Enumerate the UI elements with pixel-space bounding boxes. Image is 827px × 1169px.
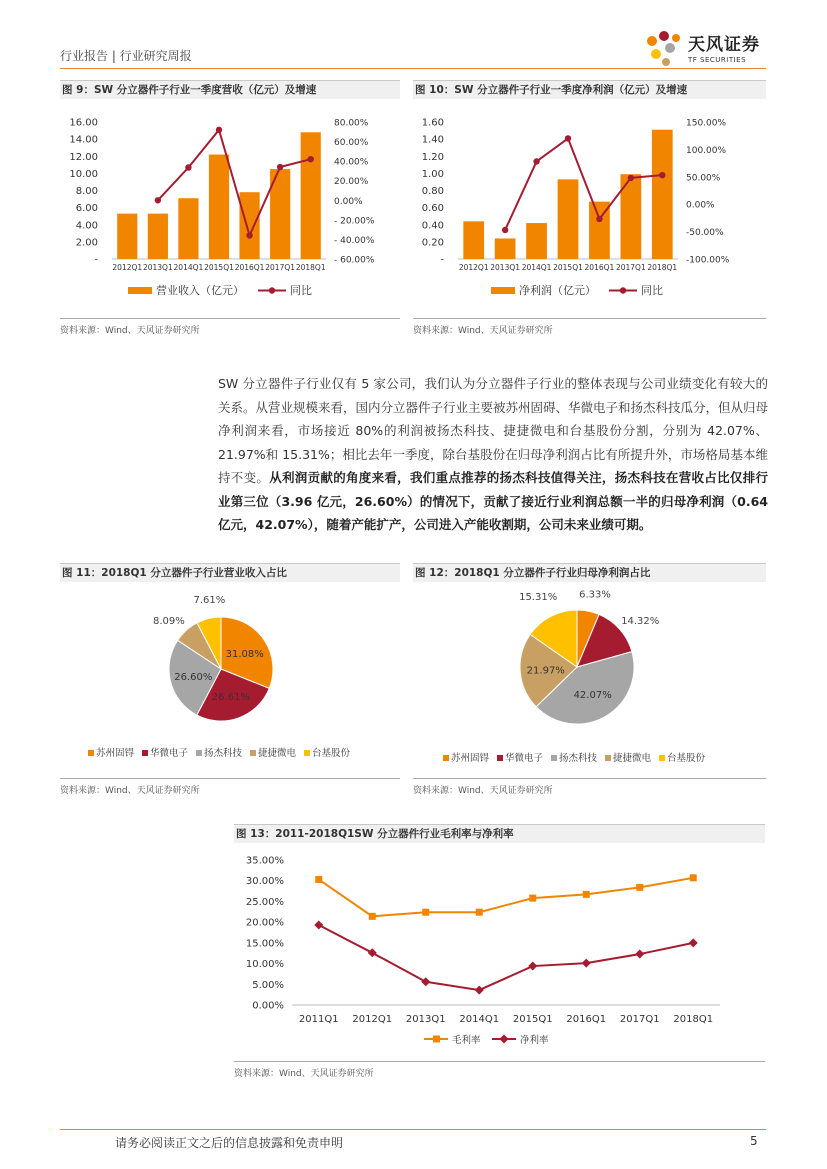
- pie-value-label: 26.60%: [174, 672, 213, 684]
- pie-value-label: 26.61%: [211, 691, 250, 703]
- fig12-source-divider: [413, 778, 766, 779]
- left-axis-tick-label: 0.20: [421, 237, 444, 249]
- x-tick-label: 2011Q1: [298, 1014, 339, 1025]
- legend-swatch: [659, 755, 665, 761]
- left-axis-tick-label: 1.00: [421, 168, 444, 180]
- legend-swatch: [497, 755, 503, 761]
- logo-text-cn: 天风证券: [688, 35, 760, 55]
- fig13-chart: [234, 846, 765, 1056]
- y-tick-label: 30.00%: [245, 876, 284, 888]
- legend-line-marker: [269, 287, 275, 293]
- right-axis-tick-label: 60.00%: [334, 138, 369, 149]
- x-tick-label: 2015Q1: [512, 1014, 553, 1025]
- pie-value-label: 15.31%: [519, 592, 558, 604]
- bar-2015Q1: [558, 179, 579, 259]
- x-tick-label: 2017Q1: [619, 1014, 660, 1025]
- left-axis-tick-label: 2.00: [75, 237, 98, 249]
- left-axis-tick-label: 1.40: [421, 134, 444, 146]
- right-axis-tick-label: -50.00%: [686, 228, 724, 239]
- legend-label: 扬杰科技: [204, 748, 243, 759]
- y-tick-label: 0.00%: [252, 1000, 284, 1012]
- bar-2014Q1: [526, 223, 547, 259]
- left-axis-tick-label: 0.80: [421, 186, 444, 197]
- y-tick-label: 20.00%: [245, 917, 284, 929]
- legend-bar-swatch: [491, 287, 515, 294]
- bar-2012Q1: [117, 214, 137, 259]
- footer-disclaimer: 请务必阅读正文之后的信息披露和免责申明: [115, 1136, 344, 1150]
- legend-swatch: [250, 750, 256, 756]
- yoy-growth-point: [502, 227, 508, 233]
- right-axis-tick-label: 0.00%: [334, 196, 363, 207]
- legend-label: 净利率: [520, 1035, 549, 1046]
- yoy-growth-point: [216, 127, 222, 133]
- logo-text-en: TF SECURITIES: [688, 56, 747, 64]
- fig9-source-divider: [60, 318, 400, 319]
- yoy-growth-point: [659, 172, 665, 178]
- pie-value-label: 6.33%: [579, 589, 611, 601]
- legend-label: 华微电子: [150, 748, 189, 759]
- yoy-growth-point: [596, 216, 602, 222]
- fig11-chart: [60, 583, 400, 773]
- x-tick-label: 2013Q1: [142, 263, 173, 272]
- y-tick-label: 35.00%: [245, 855, 284, 867]
- yoy-growth-point: [628, 175, 634, 181]
- left-axis-tick-label: 0.40: [421, 220, 444, 232]
- legend-label: 苏州固锝: [451, 753, 490, 764]
- company-logo-icon: [640, 26, 688, 72]
- left-axis-tick-label: 8.00: [75, 186, 98, 197]
- right-axis-tick-label: -100.00%: [686, 255, 730, 266]
- fig11-title: 图 11：2018Q1 分立器件子行业营业收入占比: [62, 567, 287, 579]
- legend-label: 台基股份: [667, 753, 706, 764]
- legend-line-label: 同比: [290, 284, 312, 297]
- left-axis-tick-label: 1.60: [421, 117, 444, 129]
- bar-2013Q1: [495, 238, 516, 259]
- fig9-chart: [60, 100, 405, 310]
- series-line-净利率: [319, 925, 694, 990]
- legend-line-marker: [620, 287, 626, 293]
- fig10-source-divider: [413, 318, 766, 319]
- right-axis-tick-label: - 60.00%: [334, 255, 375, 266]
- bar-2018Q1: [301, 132, 321, 259]
- x-tick-label: 2012Q1: [352, 1014, 393, 1025]
- legend-line-label: 同比: [641, 284, 663, 297]
- yoy-growth-point: [246, 232, 252, 238]
- legend-swatch: [443, 755, 449, 761]
- fig10-chart: [413, 100, 766, 310]
- series-point-净利率: [421, 977, 430, 986]
- series-point-净利率: [475, 986, 484, 995]
- left-axis-tick-label: 14.00: [69, 134, 98, 146]
- fig13-title: 图 13：2011-2018Q1SW 分立器件行业毛利率与净利率: [236, 828, 514, 840]
- legend-label: 台基股份: [312, 748, 351, 759]
- right-axis-tick-label: 80.00%: [334, 118, 369, 129]
- body-paragraph: [218, 372, 768, 537]
- fig11-source: 资料来源：Wind、天风证券研究所: [60, 786, 200, 796]
- series-point-毛利率: [422, 909, 429, 916]
- left-axis-tick-label: 16.00: [69, 117, 98, 129]
- x-tick-label: 2018Q1: [647, 263, 678, 272]
- right-axis-tick-label: - 20.00%: [334, 216, 375, 227]
- x-tick-label: 2017Q1: [615, 263, 646, 272]
- x-tick-label: 2016Q1: [234, 263, 265, 272]
- fig12-source: 资料来源：Wind、天风证券研究所: [413, 786, 553, 796]
- legend-swatch: [304, 750, 310, 756]
- pie-value-label: 14.32%: [621, 616, 660, 628]
- x-tick-label: 2015Q1: [553, 263, 583, 272]
- right-axis-tick-label: 0.00%: [686, 200, 715, 211]
- left-axis-tick-label: 10.00: [69, 168, 98, 180]
- series-point-毛利率: [529, 895, 536, 902]
- legend-label: 华微电子: [505, 753, 544, 764]
- legend-label: 捷捷微电: [613, 753, 652, 764]
- right-axis-tick-label: 40.00%: [334, 157, 369, 168]
- series-point-净利率: [368, 948, 377, 957]
- footer-divider: [60, 1129, 766, 1130]
- left-axis-tick-label: 1.20: [421, 151, 444, 163]
- legend-marker: [500, 1035, 509, 1044]
- right-axis-tick-label: 50.00%: [686, 173, 721, 184]
- x-tick-label: 2018Q1: [295, 263, 326, 272]
- bar-2014Q1: [178, 198, 198, 259]
- bar-2012Q1: [463, 221, 484, 259]
- right-axis-tick-label: - 40.00%: [334, 235, 375, 246]
- series-point-净利率: [635, 950, 644, 959]
- series-point-毛利率: [690, 874, 697, 881]
- legend-marker: [433, 1036, 440, 1043]
- yoy-growth-point: [277, 164, 283, 170]
- series-point-毛利率: [315, 876, 322, 883]
- series-point-毛利率: [476, 909, 483, 916]
- right-axis-tick-label: 150.00%: [686, 118, 727, 129]
- right-axis-tick-label: 20.00%: [334, 177, 369, 188]
- y-tick-label: 5.00%: [252, 979, 284, 991]
- series-point-净利率: [314, 921, 323, 930]
- yoy-growth-point: [533, 158, 539, 164]
- legend-swatch: [88, 750, 94, 756]
- left-axis-tick-label: 0.60: [421, 203, 444, 215]
- yoy-growth-point: [185, 164, 191, 170]
- legend-swatch: [605, 755, 611, 761]
- x-tick-label: 2016Q1: [566, 1014, 607, 1025]
- yoy-growth-point: [308, 156, 314, 162]
- left-axis-tick-label: 12.00: [69, 151, 98, 163]
- x-tick-label: 2017Q1: [265, 263, 296, 272]
- pie-value-label: 31.08%: [225, 648, 264, 660]
- legend-swatch: [551, 755, 557, 761]
- pie-value-label: 8.09%: [152, 615, 185, 627]
- x-tick-label: 2013Q1: [405, 1014, 446, 1025]
- x-tick-label: 2016Q1: [584, 263, 615, 272]
- x-tick-label: 2012Q1: [112, 263, 143, 272]
- left-axis-tick-label: -: [94, 254, 98, 266]
- pie-value-label: 7.61%: [193, 594, 226, 606]
- fig11-source-divider: [60, 778, 400, 779]
- bar-2018Q1: [652, 130, 673, 259]
- legend-bar-swatch: [128, 287, 152, 294]
- bar-2013Q1: [148, 214, 168, 259]
- series-point-毛利率: [369, 913, 376, 920]
- pie-value-label: 42.07%: [573, 690, 612, 702]
- fig9-source: 资料来源：Wind、天风证券研究所: [60, 326, 200, 336]
- x-tick-label: 2014Q1: [521, 263, 552, 272]
- left-axis-tick-label: -: [440, 254, 444, 266]
- yoy-growth-point: [155, 197, 161, 203]
- body-text-bold: 从利润贡献的角度来看，我们重点推荐的扬杰科技值得关注，扬杰科技在营收占比仅排行业第三位（3.96 亿元，26.60%）的情况下，贡献了接近行业利润总额一半的归母净利润（0.64 亿元，42.07%），随着产能扩产，公司进入产能收割期，公司未来业绩可期。: [218, 470, 768, 532]
- y-tick-label: 10.00%: [245, 959, 284, 971]
- x-tick-label: 2015Q1: [204, 263, 234, 272]
- legend-swatch: [196, 750, 202, 756]
- series-point-净利率: [582, 959, 591, 968]
- x-tick-label: 2013Q1: [490, 263, 521, 272]
- fig10-title: 图 10：SW 分立器件子行业一季度净利润（亿元）及增速: [415, 84, 688, 96]
- x-tick-label: 2018Q1: [673, 1014, 714, 1025]
- left-axis-tick-label: 6.00: [75, 203, 98, 215]
- body-text-normal: SW 分立器件子行业仅有 5 家公司，我们认为分立器件子行业的整体表现与公司业绩变化有较大的关系。从营业规模来看，国内分立器件子行业主要被苏州固碍、华微电子和扬杰科技瓜分，但从归母净利润来看，市场接近 80%的利润被扬杰科技、捷捷微电和台基股份分割，分别为 42.07%、21.97%和 15.31%；相比去年一季度，除台基股份在归母净利润占比有所提升外，市场格局基本维持不变。: [218, 376, 769, 485]
- x-tick-label: 2014Q1: [459, 1014, 500, 1025]
- legend-label: 毛利率: [452, 1035, 481, 1046]
- x-tick-label: 2012Q1: [458, 263, 489, 272]
- legend-label: 扬杰科技: [559, 753, 598, 764]
- page-number: 5: [750, 1134, 758, 1148]
- y-tick-label: 15.00%: [245, 938, 284, 950]
- left-axis-tick-label: 4.00: [75, 220, 98, 232]
- series-point-毛利率: [583, 891, 590, 898]
- legend-label: 苏州固锝: [96, 748, 135, 759]
- series-point-毛利率: [636, 884, 643, 891]
- series-point-净利率: [528, 962, 537, 971]
- fig12-title: 图 12：2018Q1 分立器件子行业归母净利润占比: [415, 567, 651, 579]
- bar-2015Q1: [209, 155, 229, 259]
- legend-label: 捷捷微电: [258, 748, 297, 759]
- fig13-source: 资料来源：Wind、天风证券研究所: [234, 1069, 374, 1079]
- series-point-净利率: [689, 938, 698, 947]
- series-line-毛利率: [319, 878, 694, 917]
- fig13-source-divider: [234, 1061, 765, 1062]
- legend-bar-label: 营业收入（亿元）: [156, 284, 244, 297]
- fig9-title: 图 9：SW 分立器件子行业一季度营收（亿元）及增速: [62, 84, 317, 96]
- fig12-chart: [413, 583, 766, 773]
- legend-bar-label: 净利润（亿元）: [519, 284, 596, 297]
- yoy-growth-point: [565, 135, 571, 141]
- right-axis-tick-label: 100.00%: [686, 145, 727, 156]
- x-tick-label: 2014Q1: [173, 263, 204, 272]
- bar-2016Q1: [239, 192, 259, 259]
- y-tick-label: 25.00%: [245, 896, 284, 908]
- report-header: 行业报告 | 行业研究周报: [60, 49, 192, 63]
- fig10-source: 资料来源：Wind、天风证券研究所: [413, 326, 553, 336]
- pie-value-label: 21.97%: [526, 665, 565, 677]
- legend-swatch: [142, 750, 148, 756]
